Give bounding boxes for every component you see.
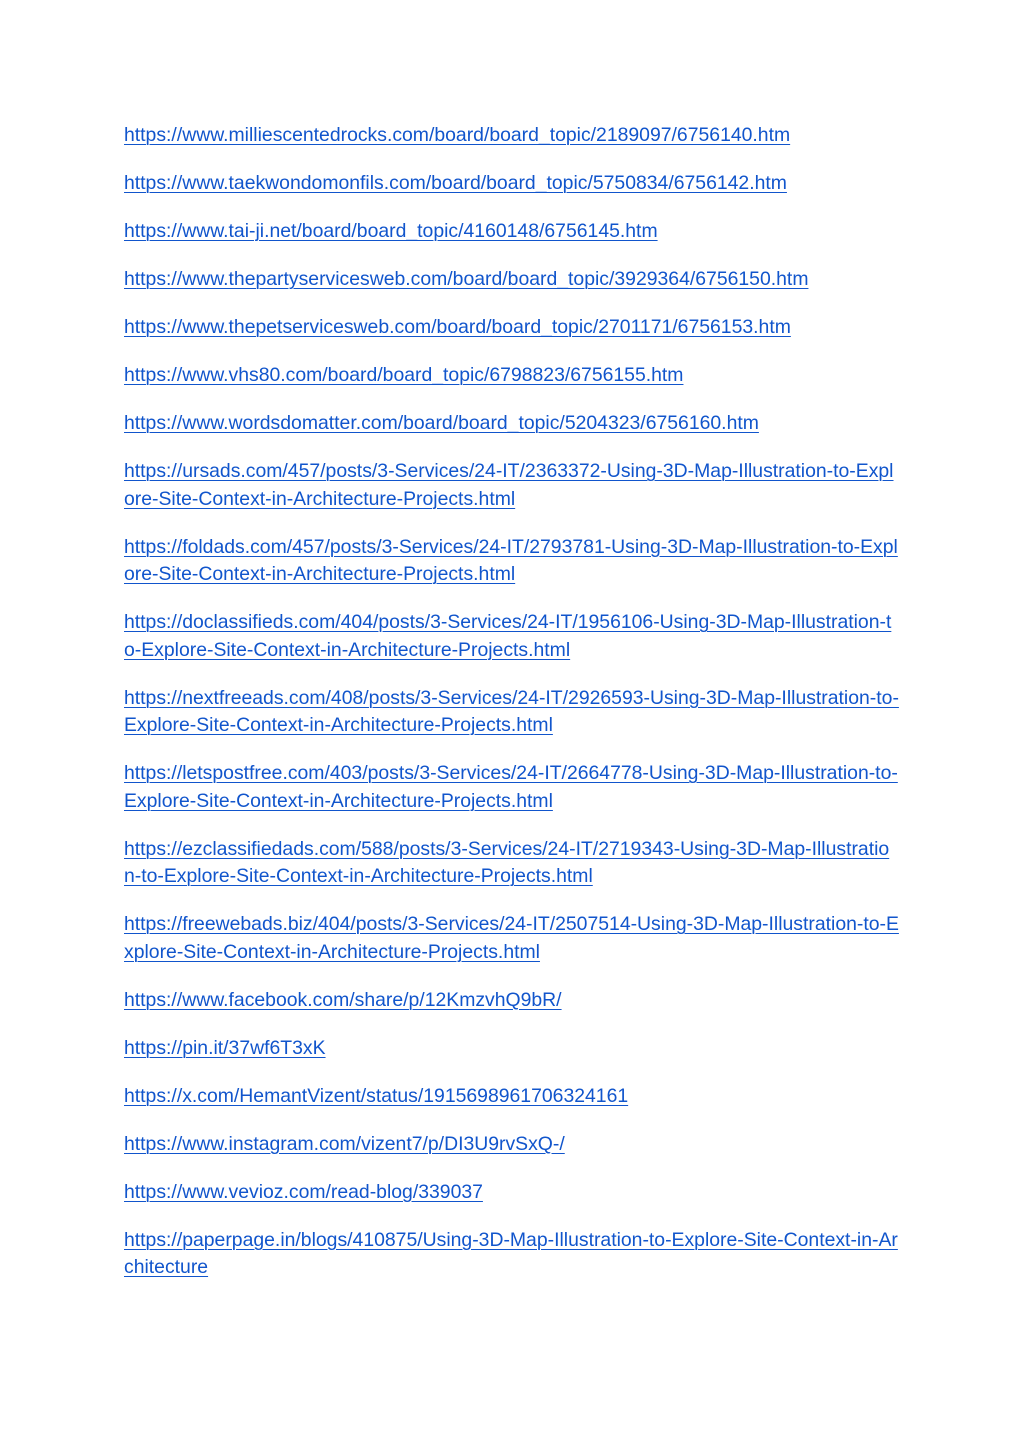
link-item [124, 1035, 899, 1063]
link-item [124, 685, 899, 740]
link-item [124, 362, 899, 390]
link-12[interactable]: https://letspostfree.com/403/posts/3-Services/24-IT/2664778-Using-3D-Map-Illustration-to-Explore-Site-Context-in-Architecture-Projects.html [124, 762, 898, 812]
link-9[interactable]: https://foldads.com/457/posts/3-Services/24-IT/2793781-Using-3D-Map-Illustration-to-Explore-Site-Context-in-Architecture-Projects.html [124, 535, 898, 585]
link-list [124, 122, 899, 1302]
link-10[interactable]: https://doclassifieds.com/404/posts/3-Services/24-IT/1956106-Using-3D-Map-Illustration-to-Explore-Site-Context-in-Architecture-Projects.html [124, 611, 892, 661]
link-item [124, 1131, 899, 1159]
link-item [124, 987, 899, 1015]
link-6[interactable]: https://www.vhs80.com/board/board_topic/6798823/6756155.htm [124, 364, 684, 386]
link-item [124, 534, 899, 589]
link-1[interactable]: https://www.milliescentedrocks.com/board/board_topic/2189097/6756140.htm [124, 124, 791, 146]
link-item [124, 314, 899, 342]
link-4[interactable]: https://www.thepartyservicesweb.com/board/board_topic/3929364/6756150.htm [124, 268, 809, 290]
link-13[interactable]: https://ezclassifiedads.com/588/posts/3-Services/24-IT/2719343-Using-3D-Map-Illustration-to-Explore-Site-Context-in-Architecture-Projects.html [124, 837, 890, 887]
link-item [124, 410, 899, 438]
link-item [124, 218, 899, 246]
link-7[interactable]: https://www.wordsdomatter.com/board/board_topic/5204323/6756160.htm [124, 412, 759, 434]
link-item [124, 1227, 899, 1282]
link-item [124, 609, 899, 664]
link-item [124, 266, 899, 294]
link-item [124, 458, 899, 513]
link-15[interactable]: https://www.facebook.com/share/p/12KmzvhQ9bR/ [124, 988, 562, 1011]
link-item [124, 1083, 899, 1111]
link-18[interactable]: https://www.instagram.com/vizent7/p/DI3U9rvSxQ-/ [124, 1132, 565, 1155]
link-item [124, 760, 899, 815]
link-3[interactable]: https://www.tai-ji.net/board/board_topic/4160148/6756145.htm [124, 220, 658, 242]
link-19[interactable]: https://www.vevioz.com/read-blog/339037 [124, 1180, 483, 1203]
link-2[interactable]: https://www.taekwondomonfils.com/board/board_topic/5750834/6756142.htm [124, 172, 787, 194]
link-14[interactable]: https://freewebads.biz/404/posts/3-Services/24-IT/2507514-Using-3D-Map-Illustration-to-Explore-Site-Context-in-Architecture-Projects.html [124, 913, 899, 963]
link-11[interactable]: https://nextfreeads.com/408/posts/3-Services/24-IT/2926593-Using-3D-Map-Illustration-to-Explore-Site-Context-in-Architecture-Projects.html [124, 686, 899, 736]
link-8[interactable]: https://ursads.com/457/posts/3-Services/24-IT/2363372-Using-3D-Map-Illustration-to-Explore-Site-Context-in-Architecture-Projects.html [124, 460, 894, 510]
link-item [124, 911, 899, 966]
link-item [124, 1179, 899, 1207]
link-16[interactable]: https://pin.it/37wf6T3xK [124, 1036, 326, 1059]
link-20[interactable]: https://paperpage.in/blogs/410875/Using-3D-Map-Illustration-to-Explore-Site-Context-in-Architecture [124, 1228, 898, 1278]
link-item [124, 836, 899, 891]
link-17[interactable]: https://x.com/HemantVizent/status/1915698961706324161 [124, 1084, 629, 1107]
link-5[interactable]: https://www.thepetservicesweb.com/board/board_topic/2701171/6756153.htm [124, 316, 791, 338]
link-item [124, 170, 899, 198]
link-item [124, 122, 899, 150]
